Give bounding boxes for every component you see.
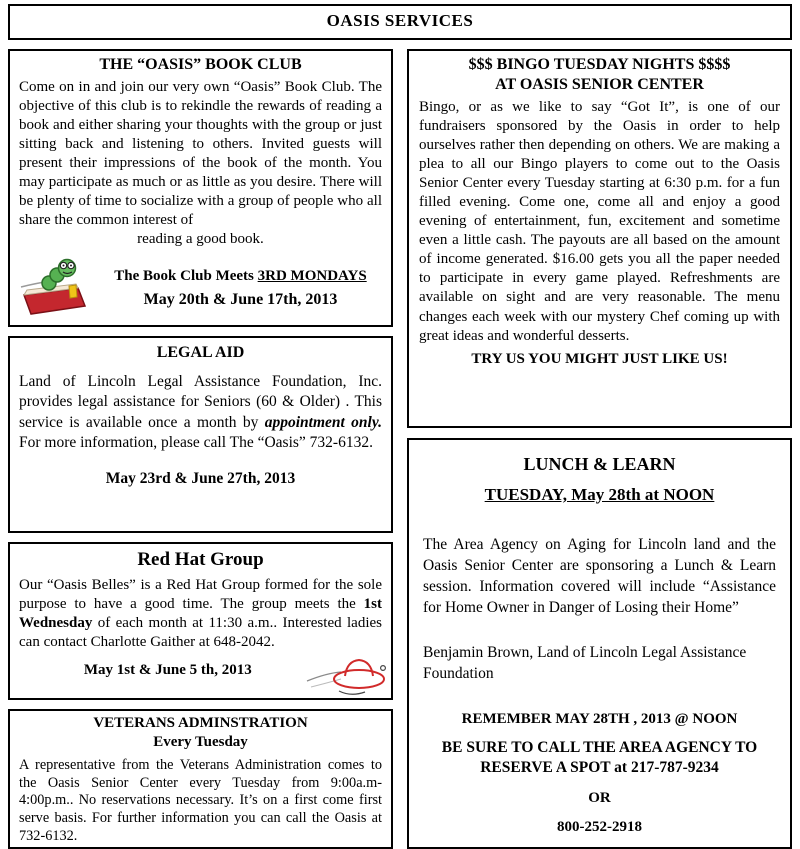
red-hat-body-part2: of each month at 11:30 a.m.. Interested ladies can contact Charlotte Gaither at 648-2042. xyxy=(19,615,382,651)
legal-aid-body xyxy=(19,372,382,454)
bookworm-icon xyxy=(19,255,99,322)
lunch-learn-presenter: Benjamin Brown, Land of Lincoln Legal Assistance Foundation xyxy=(423,643,747,682)
veterans-title: VETERANS ADMINSTRATION xyxy=(93,715,308,731)
bingo-section xyxy=(407,49,792,428)
red-hat-body xyxy=(19,576,382,652)
lunch-learn-body: The Area Agency on Aging for Lincoln land and the Oasis Senior Center are sponsoring a Lunch & Learn session. Information covered will include “Assistance for Home Owner in Danger of Losing their Home” xyxy=(423,536,776,616)
bingo-title-line2: AT OASIS SENIOR CENTER xyxy=(495,76,704,93)
book-club-meets-line xyxy=(99,268,382,285)
page-title: OASIS SERVICES xyxy=(8,4,792,40)
red-hat-dates: May 1st & June 5 th, 2013 xyxy=(83,662,252,679)
legal-aid-title: LEGAL AID xyxy=(156,344,245,361)
book-club-dates: May 20th & June 17th, 2013 xyxy=(143,291,338,309)
bingo-footer: TRY US YOU MIGHT JUST LIKE US! xyxy=(471,350,728,367)
left-column xyxy=(8,49,393,849)
book-club-meeting-info xyxy=(99,268,382,309)
book-club-title: THE “OASIS” BOOK CLUB xyxy=(99,56,302,73)
red-hat-meeting-day: 1st Wednesday xyxy=(19,596,382,632)
legal-aid-body-part2: For more information, please call The “Oasis” 732-6132. xyxy=(19,434,373,452)
red-hat-group-section xyxy=(8,542,393,700)
veterans-subtitle: Every Tuesday xyxy=(153,734,248,750)
book-club-meets-prefix: The Book Club Meets xyxy=(114,268,258,285)
legal-aid-dates: May 23rd & June 27th, 2013 xyxy=(105,469,296,487)
lunch-learn-section xyxy=(407,438,792,849)
legal-aid-section xyxy=(8,336,393,533)
bingo-title-line1: $$$ BINGO TUESDAY NIGHTS $$$$ xyxy=(468,56,731,73)
lunch-learn-title: LUNCH & LEARN xyxy=(523,454,676,474)
bingo-body: Bingo, or as we like to say “Got It”, is one of our fundraisers sponsored by the Oasis in order to help ourselves rather then depending on others. We are making a plea to all our Bingo players to come out to the Oasis Senior Center every Tuesday starting at 6:30 p.m. for a fun filled evening. Come one, come all and enjoy a good evening of entertainment, fun, excitement and sometime even a little cash. The payouts are all based on the amount of income generated. $16.00 gets you all the paper needed to participate in every game played. Refreshments are available on sight and are very reasonable. The menu changes each week with our mystery Chef coming up with great ideas and wonderful desserts. xyxy=(419,99,780,344)
legal-aid-appointment-only: appointment only. xyxy=(264,413,382,431)
legal-aid-body-part1: Land of Lincoln Legal Assistance Foundation, Inc. provides legal assistance for Seniors (60 & Older) . This service is available once a month by xyxy=(19,373,382,431)
lunch-learn-call-line: BE SURE TO CALL THE AREA AGENCY TO RESERVE A SPOT at 217-787-9234 xyxy=(441,738,758,776)
veterans-section xyxy=(8,709,393,849)
lunch-learn-remember-line: REMEMBER MAY 28TH , 2013 @ NOON xyxy=(461,710,738,727)
right-column xyxy=(407,49,792,849)
book-club-body-last-line: reading a good book. xyxy=(137,231,264,248)
lunch-learn-or-label: OR xyxy=(588,789,611,806)
red-hat-title: Red Hat Group xyxy=(137,549,264,570)
red-hat-body-part1: Our “Oasis Belles” is a Red Hat Group formed for the sole purpose to have a good time. The group meets the xyxy=(19,577,382,613)
lunch-learn-date-subtitle: TUESDAY, May 28th at NOON xyxy=(484,485,715,504)
book-club-body: Come on in and join our very own “Oasis” Book Club. The objective of this club is to rekindle the rewards of reading a book and either sharing your thoughts with the group or just sitting back and listening to others. Invited guests will present their impressions of the book of the month. You may participate as much or as little as you desire. There will be plenty of time to socialize with a group of people who all share the common interest of xyxy=(19,79,382,229)
book-club-meets-day: 3RD MONDAYS xyxy=(257,268,367,285)
book-club-footer xyxy=(19,255,382,322)
red-hat-icon xyxy=(305,651,389,702)
lunch-learn-phone: 800-252-2918 xyxy=(557,818,642,835)
book-club-section xyxy=(8,49,393,327)
columns xyxy=(8,49,792,849)
veterans-body: A representative from the Veterans Administration comes to the Oasis Senior Center every Tuesday from 9:00a.m- 4:00p.m.. No reservations necessary. It’s on a first come first serve basis. For further information you can call the Oasis at 732-6132. xyxy=(19,757,382,844)
